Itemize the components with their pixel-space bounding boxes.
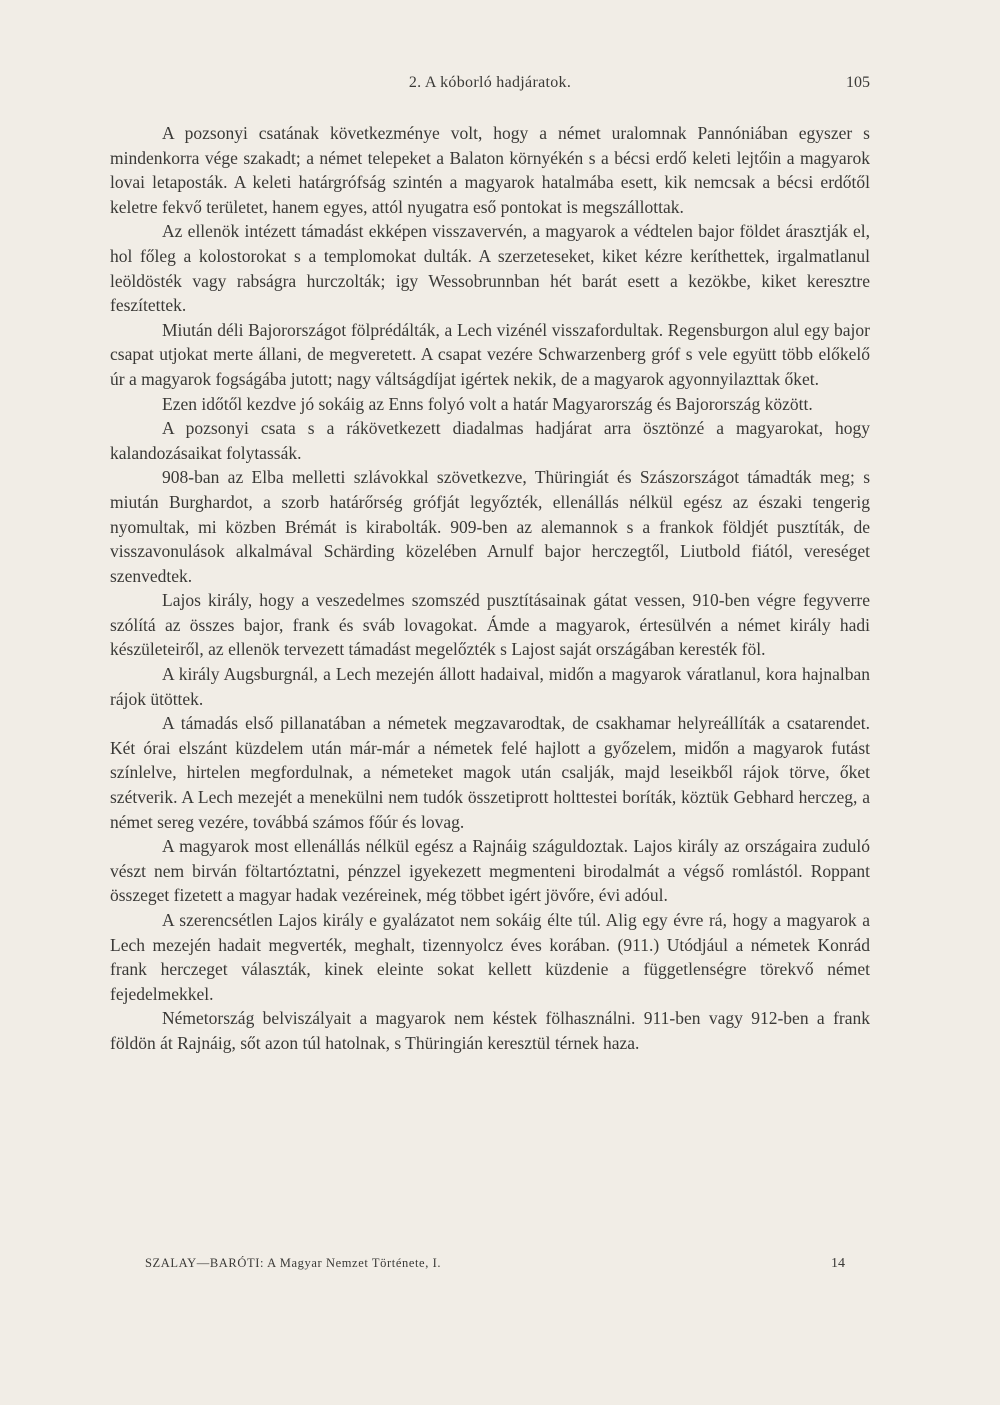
paragraph: Miután déli Bajorországot fölprédálták, a Lech vizénél visszafordultak. Regensburgon alul egy bajor csapat utjokat merte állani, de megveretett. A csapat vezére Schwarzenberg gróf s vele együtt több előkelő úr a magyarok fogságába jutott; nagy váltságdíjat igértek nekik, de a magyarok agyonnyilazttak őket. <box>110 319 870 389</box>
paragraph: Ezen időtől kezdve jó sokáig az Enns folyó volt a határ Magyarország és Bajorország között. <box>162 393 813 414</box>
page-footer <box>145 1256 845 1280</box>
paragraph: 908-ban az Elba melletti szlávokkal szövetkezve, Thüringiát és Szászországot támadták meg; s miután Burghardot, a szorb határőrség grófját legyőzték, ellenállás nélkül egész az északi tengerig nyomultak, mi közben Brémát is kirabolták. 909-ben az alemannok s a frankok földjét pusztíták, de visszavonulások alkalmával Schärding közelében Arnulf bajor herczegtől, Liutbold fiától, vereséget szenvedtek. <box>110 467 870 586</box>
running-head <box>110 70 870 100</box>
paragraph: A király Augsburgnál, a Lech mezején állott hadaival, midőn a magyarok váratlanul, kora hajnalban rájok ütöttek. <box>110 664 870 709</box>
paragraph: A magyarok most ellenállás nélkül egész a Rajnáig száguldoztak. Lajos király az országaira zuduló vészt nem birván föltartóztatni, pénzzel igyekezett megmenteni birodalmát a végső romlástól. Roppant összeget fizetett a magyar hadak vezéreinek, még többet igért jövőre, évi adóul. <box>110 836 870 906</box>
paragraph: A támadás első pillanatában a németek megzavarodtak, de csakhamar helyreállíták a csatarendet. Két órai elszánt küzdelem után már-már a németek felé hajlott a győzelem, midőn a magyarok futást színlelve, hirtelen megfordulnak, a németeket magok után csalják, majd leseikből rájok törve, őket szétverik. A Lech mezejét a menekülni nem tudók összetiprott holttestei boríták, köztük Gebhard herczeg, a német sereg vezére, továbbá számos főúr és lovag. <box>110 713 870 832</box>
paragraph: A pozsonyi csatának következménye volt, hogy a német uralomnak Pannóniában egyszer s mindenkorra vége szakadt; a német telepeket a Balaton környékén s a bécsi erdő keleti lejtőin a magyarok lovai letaposták. A keleti határgrófság szintén a magyarok hatalmába esett, kik nemcsak a bécsi erdőtől keletre fekvő területet, hanem egyes, attól nyugatra eső pontokat is megszállottak. <box>110 123 870 217</box>
paragraph: Németország belviszályait a magyarok nem késtek fölhasználni. 911-ben vagy 912-ben a frank földön át Rajnáig, sőt azon túl hatolnak, s Thüringián keresztül térnek haza. <box>110 1008 870 1053</box>
footer-citation: SZALAY—BARÓTI: A Magyar Nemzet Története, I. <box>145 1256 442 1270</box>
paragraph: Az ellenök intézett támadást ekképen visszavervén, a magyarok a védtelen bajor földet árasztják el, hol főleg a kolostorokat s a templomokat dulták. A szerzeteseket, kiket kézre keríthettek, irgalmatlanul leöldösték vagy rabságra hurczolták; igy Wessobrunnban hét barát esett a kezökbe, kiket keresztre feszítettek. <box>110 221 870 316</box>
signature-mark: 14 <box>831 1256 845 1271</box>
paragraph: Lajos király, hogy a veszedelmes szomszéd pusztításainak gátat vessen, 910-ben végre fegyverre szólítá az összes bajor, frank és sváb lovagokat. Ámde a magyarok, értesülvén a német király hadi készületeiről, az ellenök tervezett támadást megelőzték s Lajost saját országában keresték föl. <box>110 590 870 660</box>
running-title: 2. A kóborló hadjáratok. <box>408 74 572 91</box>
paragraph: A pozsonyi csata s a rákövetkezett diadalmas hadjárat arra ösztönzé a magyarokat, hogy kalandozásaikat folytassák. <box>110 418 870 463</box>
body-text <box>110 121 870 1056</box>
paragraph: A szerencsétlen Lajos király e gyalázatot nem sokáig élte túl. Alig egy évre rá, hogy a magyarok a Lech mezején hadait megverték, meghalt, tizennyolcz éves korában. (911.) Utódjául a németek Konrád frank herczeget választák, kinek eleinte sokat kellett küzdenie a függetlenségre törekvő német fejedelmekkel. <box>110 910 870 1004</box>
page-number: 105 <box>846 74 870 91</box>
